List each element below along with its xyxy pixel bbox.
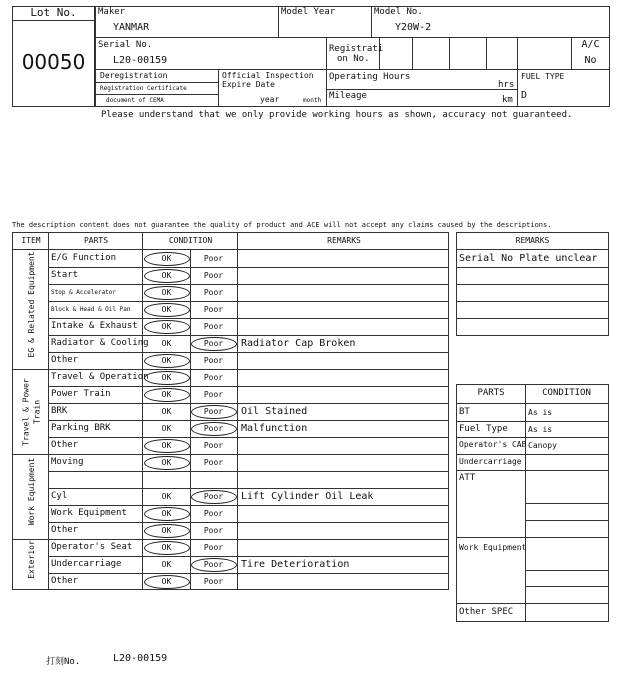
- group-label: Travel & Power Train: [21, 377, 41, 446]
- fuel-type-value: D: [521, 90, 528, 101]
- selected-condition-oval: [191, 558, 237, 572]
- selected-condition-oval: [144, 541, 190, 555]
- poor-option[interactable]: Poor: [203, 441, 224, 450]
- poor-option[interactable]: Poor: [203, 577, 224, 586]
- col-condition-header: CONDITION: [168, 236, 213, 245]
- part-name: Start: [51, 270, 79, 280]
- poor-option[interactable]: Poor: [203, 390, 224, 399]
- group-label: Exterior: [26, 539, 36, 579]
- hours-notice: Please understand that we only provide working hours as shown, accuracy not guaranteed.: [101, 110, 573, 120]
- mileage-label: Mileage: [329, 91, 367, 101]
- ac-label: A/C: [581, 39, 600, 50]
- fuel-type-label: FUEL TYPE: [521, 72, 565, 81]
- side-parts-table: [456, 384, 609, 622]
- side-remark-line: Serial No Plate unclear: [459, 253, 598, 264]
- year-label: year: [260, 95, 280, 104]
- selected-condition-oval: [191, 422, 237, 436]
- model-year-label: Model Year: [281, 7, 336, 17]
- ok-option[interactable]: OK: [161, 390, 172, 399]
- hrs-label: hrs: [498, 80, 515, 90]
- operating-hours-label: Operating Hours: [329, 72, 411, 82]
- selected-condition-oval: [144, 286, 190, 300]
- side-col-condition-header: CONDITION: [542, 388, 591, 398]
- side-col-parts-header: PARTS: [477, 388, 505, 398]
- selected-condition-oval: [144, 252, 190, 266]
- side-remarks-header: REMARKS: [515, 236, 550, 245]
- selected-condition-oval: [144, 456, 190, 470]
- poor-option[interactable]: Poor: [203, 509, 224, 518]
- part-name: Cyl: [51, 491, 68, 501]
- part-name: Radiator & Cooling: [51, 338, 149, 348]
- maker-label: Maker: [98, 7, 126, 17]
- registration-certificate-label: Registration Certificate: [100, 85, 187, 92]
- side-part-condition: As is: [528, 424, 553, 434]
- ok-option[interactable]: OK: [161, 356, 172, 365]
- selected-condition-oval: [191, 405, 237, 419]
- poor-option[interactable]: Poor: [203, 492, 224, 501]
- stamp-number-label: 打刻No.: [46, 657, 81, 667]
- registration-label-2: on No.: [337, 54, 370, 64]
- group-label: EG & Related Equipment: [26, 251, 36, 357]
- maker-value: YANMAR: [113, 22, 150, 33]
- poor-option[interactable]: Poor: [203, 356, 224, 365]
- part-name: Moving: [51, 457, 84, 467]
- part-name: Undercarriage: [51, 559, 122, 569]
- ok-option[interactable]: OK: [161, 526, 172, 535]
- col-remarks-header: REMARKS: [327, 236, 361, 245]
- side-part-name: ATT: [459, 473, 476, 483]
- poor-option[interactable]: Poor: [203, 322, 224, 331]
- poor-option[interactable]: Poor: [203, 407, 224, 416]
- side-remarks-table: [456, 232, 609, 336]
- part-name: Parking BRK: [51, 423, 111, 433]
- part-name: Other: [51, 355, 79, 365]
- poor-option[interactable]: Poor: [203, 458, 224, 467]
- model-no-label: Model No.: [374, 7, 423, 17]
- part-name: Other: [51, 525, 79, 535]
- poor-option[interactable]: Poor: [203, 271, 224, 280]
- registration-label-1: Registrati: [329, 44, 384, 54]
- serial-label: Serial No.: [98, 40, 153, 50]
- ok-option[interactable]: OK: [161, 288, 172, 297]
- part-name: Other: [51, 440, 79, 450]
- other-spec-label: Other SPEC: [459, 607, 514, 617]
- poor-option[interactable]: Poor: [203, 373, 224, 382]
- group-label: Work Equipment: [26, 457, 36, 525]
- poor-option[interactable]: Poor: [203, 254, 224, 263]
- selected-condition-oval: [144, 439, 190, 453]
- side-part-name: BT: [459, 407, 470, 417]
- ok-option[interactable]: OK: [161, 373, 172, 382]
- poor-option[interactable]: Poor: [203, 339, 224, 348]
- selected-condition-oval: [144, 303, 190, 317]
- remark-text: Malfunction: [241, 423, 308, 434]
- side-part-condition: As is: [528, 408, 553, 417]
- ok-option[interactable]: OK: [161, 305, 172, 314]
- col-parts-header: PARTS: [83, 236, 109, 245]
- ok-option[interactable]: OK: [161, 271, 172, 280]
- ok-option[interactable]: OK: [161, 322, 172, 331]
- side-part-name: Operator's CAB: [459, 440, 527, 449]
- selected-condition-oval: [144, 320, 190, 334]
- ok-option[interactable]: OK: [161, 560, 172, 569]
- selected-condition-oval: [144, 524, 190, 538]
- ok-option[interactable]: OK: [161, 509, 172, 518]
- month-label: month: [303, 97, 322, 104]
- selected-condition-oval: [144, 575, 190, 589]
- remark-text: Tire Deterioration: [241, 559, 350, 570]
- col-item-header: ITEM: [21, 236, 41, 245]
- poor-option[interactable]: Poor: [203, 424, 224, 433]
- ok-option[interactable]: OK: [161, 543, 172, 552]
- ok-option[interactable]: OK: [161, 407, 172, 416]
- part-name: Other: [51, 576, 79, 586]
- km-label: km: [502, 95, 513, 105]
- poor-option[interactable]: Poor: [203, 526, 224, 535]
- part-name: BRK: [51, 406, 68, 416]
- remark-text: Oil Stained: [241, 406, 308, 417]
- ok-option[interactable]: OK: [161, 441, 172, 450]
- part-name: E/G Function: [51, 253, 117, 263]
- ok-option[interactable]: OK: [161, 577, 172, 586]
- inspection-label-1: Official Inspection: [222, 71, 314, 80]
- part-name: Block & Head & Oil Pan: [51, 306, 131, 313]
- deregistration-label: Deregistration: [100, 71, 168, 80]
- inspection-label-2: Expire Date: [222, 80, 275, 89]
- model-no-value: Y20W-2: [395, 22, 432, 33]
- selected-condition-oval: [191, 337, 237, 351]
- poor-option[interactable]: Poor: [203, 560, 224, 569]
- selected-condition-oval: [144, 354, 190, 368]
- poor-option[interactable]: Poor: [203, 288, 224, 297]
- part-name: Intake & Exhaust: [51, 321, 138, 331]
- ok-option[interactable]: OK: [161, 458, 172, 467]
- part-name: Stop & Accelerator: [51, 289, 117, 296]
- selected-condition-oval: [144, 371, 190, 385]
- selected-condition-oval: [144, 388, 190, 402]
- side-part-name: Fuel Type: [459, 423, 508, 434]
- part-name: Travel & Operation: [51, 372, 149, 382]
- stamp-number-value: L20-00159: [113, 653, 168, 664]
- side-part-name: Undercarriage: [459, 456, 522, 466]
- remark-text: Radiator Cap Broken: [241, 338, 356, 349]
- ok-option[interactable]: OK: [161, 339, 172, 348]
- work-equipment-label: Work Equipment: [459, 543, 527, 552]
- part-name: Power Train: [51, 389, 111, 399]
- selected-condition-oval: [144, 507, 190, 521]
- poor-option[interactable]: Poor: [203, 305, 224, 314]
- selected-condition-oval: [191, 490, 237, 504]
- selected-condition-oval: [144, 269, 190, 283]
- disclaimer: The description content does not guarantee the quality of product and ACE will not accept any claims caused by the descriptions.: [12, 221, 552, 229]
- lot-label: Lot No.: [30, 6, 77, 19]
- ok-option[interactable]: OK: [161, 254, 172, 263]
- poor-option[interactable]: Poor: [203, 543, 224, 552]
- ac-value: No: [584, 55, 597, 66]
- serial-value: L20-00159: [113, 55, 168, 66]
- part-name: Work Equipment: [51, 508, 127, 518]
- side-part-condition: Canopy: [528, 441, 557, 450]
- lot-number: 00050: [21, 50, 86, 74]
- cema-label: document of CEMA: [106, 97, 164, 104]
- condition-table: [12, 232, 449, 590]
- remark-text: Lift Cylinder Oil Leak: [241, 491, 374, 502]
- ok-option[interactable]: OK: [161, 424, 172, 433]
- part-name: Operator's Seat: [51, 542, 133, 552]
- ok-option[interactable]: OK: [161, 492, 172, 501]
